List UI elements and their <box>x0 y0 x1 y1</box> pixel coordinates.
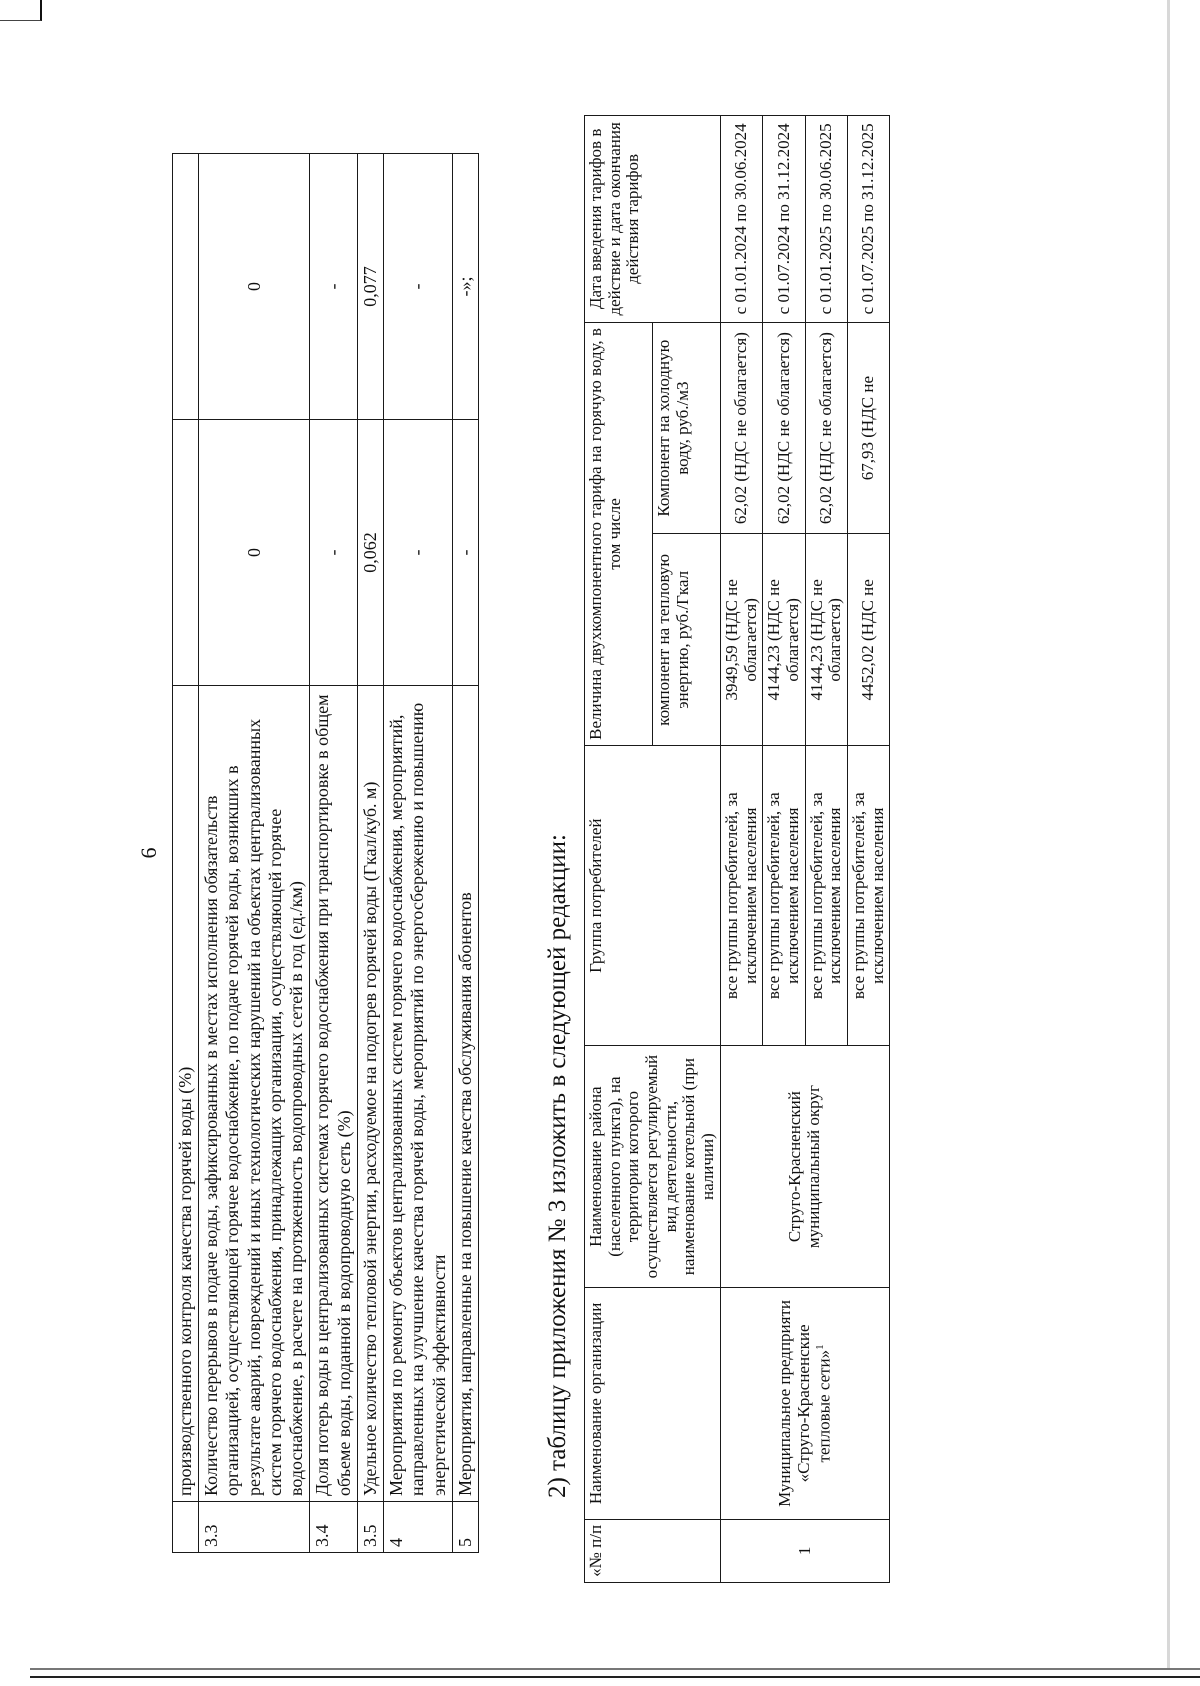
header-heat-component: компонент на тепловую энергию, руб./Гкал <box>652 534 720 746</box>
page-number: 6 <box>136 847 161 859</box>
tariff-dates: с 01.07.2025 по 31.12.2025 <box>847 116 889 323</box>
water-component-value: 62,02 (НДС не облагается) <box>763 322 805 534</box>
header-consumer-group: Группа потребителей <box>585 746 721 1046</box>
row-number: 1 <box>720 1519 890 1582</box>
scan-bottom-edge <box>30 1668 1200 1678</box>
indicator-value-1: - <box>452 420 478 686</box>
table-row <box>173 154 199 1553</box>
indicator-value-1: - <box>310 420 357 686</box>
consumer-group: все группы потребителей, за исключением населения <box>847 746 889 1046</box>
indicator-value-1: - <box>384 420 453 686</box>
tariff-dates: с 01.01.2025 по 30.06.2025 <box>805 116 847 323</box>
header-water-component: Компонент на холодную воду, руб./м3 <box>652 322 720 534</box>
tariff-dates: с 01.01.2024 по 30.06.2024 <box>720 116 762 323</box>
heat-component-value: 4144,23 (НДС не облагается) <box>805 534 847 746</box>
header-dates: Дата введения тарифов в действие и дата окончания действия тарифов <box>585 116 721 323</box>
indicator-text: Удельное количество тепловой энергии, расходуемое на подогрев горячей воды (Гкал/куб. м) <box>357 686 383 1502</box>
district-name: Струго-Красненский муниципальный округ <box>720 1046 890 1288</box>
indicator-text: Доля потерь воды в централизованных системах горячего водоснабжения при транспортировке в общем объеме воды, поданной в водопроводную сеть (%) <box>310 686 357 1502</box>
header-row <box>585 116 653 1583</box>
row-number: 4 <box>384 1502 453 1553</box>
header-tariff: Величина двухкомпонентного тарифа на горячую воду, в том числе <box>585 322 653 745</box>
footnote-mark: 1 <box>813 1344 826 1350</box>
organization-name-text: Муниципальное предприяти «Струго-Красненские тепловые сети» <box>775 1300 834 1507</box>
indicators-table <box>172 153 479 1553</box>
header-number: «№ п/п <box>585 1519 721 1582</box>
table-row <box>452 154 478 1553</box>
row-number: 5 <box>452 1502 478 1553</box>
heat-component-value: 4452,02 (НДС не <box>847 534 889 746</box>
indicator-text: Мероприятия по ремонту объектов централизованных систем горячего водоснабжения, мероприятий, направленных на улучшение качества горячей воды, мероприятий по энергосбережению и повышению энергетической эффективности <box>384 686 453 1502</box>
row-number: 3.4 <box>310 1502 357 1553</box>
table-row <box>310 154 357 1553</box>
heat-component-value: 4144,23 (НДС не облагается) <box>763 534 805 746</box>
consumer-group: все группы потребителей, за исключением населения <box>805 746 847 1046</box>
header-district: Наименование района (населенного пункта), на территории которого осуществляется регулируемый вид деятельности, наименование котельной (при наличии) <box>585 1046 721 1288</box>
row-number: 3.5 <box>357 1502 383 1553</box>
tariff-table <box>584 115 890 1583</box>
indicator-text: производственного контроля качества горячей воды (%) <box>173 686 199 1502</box>
table-row <box>357 154 383 1553</box>
scan-corner-mark <box>0 0 42 21</box>
consumer-group: все группы потребителей, за исключением населения <box>763 746 805 1046</box>
water-component-value: 62,02 (НДС не облагается) <box>720 322 762 534</box>
indicator-value-2 <box>173 154 199 420</box>
indicator-value-1: 0 <box>199 420 310 686</box>
indicator-value-2: 0,077 <box>357 154 383 420</box>
row-number <box>173 1502 199 1553</box>
indicator-text: Количество перерывов в подаче воды, зафиксированных в местах исполнения обязательств организацией, осуществляющей горячее водоснабжение, по подаче горячей воды, возникших в результате аварий, повреждений и иных технологических нарушений на объектах централизованных систем горячего водоснабжения, принадлежащих организации, осуществляющей горячее водоснабжение, в расчете на протяженность водопроводных сетей в год (ед./км) <box>199 686 310 1502</box>
heat-component-value: 3949,59 (НДС не облагается) <box>720 534 762 746</box>
document-page <box>132 113 1092 1593</box>
row-number: 3.3 <box>199 1502 310 1553</box>
indicator-value-2: - <box>384 154 453 420</box>
table-row <box>199 154 310 1553</box>
scan-edge-shadow <box>1167 0 1170 1668</box>
indicator-value-1 <box>173 420 199 686</box>
indicator-value-2: - <box>310 154 357 420</box>
water-component-value: 67,93 (НДС не <box>847 322 889 534</box>
water-component-value: 62,02 (НДС не облагается) <box>805 322 847 534</box>
header-organization: Наименование организации <box>585 1288 721 1520</box>
consumer-group: все группы потребителей, за исключением населения <box>720 746 762 1046</box>
indicator-value-2: -»; <box>452 154 478 420</box>
organization-name <box>720 1288 890 1520</box>
tariff-dates: с 01.07.2024 по 31.12.2024 <box>763 116 805 323</box>
table-row <box>384 154 453 1553</box>
section-heading: 2) таблицу приложения № 3 изложить в следующей редакции: <box>544 834 571 1498</box>
table-row <box>720 116 762 1583</box>
indicator-text: Мероприятия, направленные на повышение качества обслуживания абонентов <box>452 686 478 1502</box>
indicator-value-1: 0,062 <box>357 420 383 686</box>
indicator-value-2: 0 <box>199 154 310 420</box>
